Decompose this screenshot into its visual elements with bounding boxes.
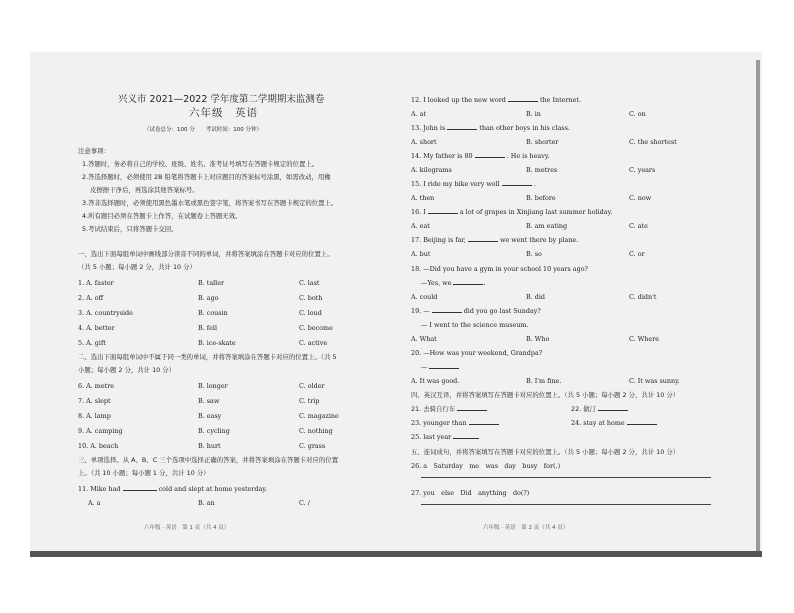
question-text: did you go last Sunday? — [463, 307, 541, 315]
note-item: 皮擦擦干净后，再选涂其他答案标号。 — [90, 186, 199, 194]
note-item: 2.答选择题时，必须使用 2B 铅笔将答题卡上对应题目的答案标号涂黑，如需改动，用橡 — [82, 173, 331, 181]
answer-blank — [468, 241, 498, 242]
question-17 — [411, 236, 578, 244]
option-a: 4. A. better — [78, 324, 115, 332]
option-c: C. active — [299, 339, 328, 347]
answer-blank — [508, 101, 538, 102]
option-c: C. grass — [299, 442, 326, 450]
option-a: 10. A. beach — [78, 442, 119, 450]
sentence-item-26: 26. a Saturday me was day busy for(.) — [411, 462, 561, 470]
question-16 — [411, 208, 612, 216]
option-a: 7. A. slept — [78, 397, 111, 405]
note-item: 3.答非选择题时，必须使用黑色墨水笔或黑色签字笔，将答案书写在答题卡规定的位置上。 — [82, 199, 338, 207]
option-a: A. could — [411, 293, 438, 301]
question-text: cold and slept at home yesterday. — [158, 485, 268, 493]
exam-title: 兴义市 2021—2022 学年度第二学期期末监测卷 — [118, 94, 325, 105]
question-text: a lot of grapes in Xinjiang last summer holiday. — [459, 208, 613, 216]
option-b: B. hurt — [198, 442, 221, 450]
answer-blank — [457, 410, 487, 411]
option-a: A. a — [88, 499, 101, 507]
option-a: 1. A. faster — [78, 279, 114, 287]
option-c: C. both — [299, 294, 323, 302]
option-c: C. the shortest — [629, 138, 677, 146]
option-c: C. ate — [629, 222, 648, 230]
option-a: 2. A. off — [78, 294, 104, 302]
answer-blank — [453, 438, 479, 439]
translate-item-25 — [411, 433, 479, 441]
item-text: 25. last year — [411, 433, 452, 441]
option-b: B. an — [198, 499, 215, 507]
option-a: A. but — [411, 250, 431, 258]
item-text: 22. 做汀 — [571, 405, 596, 413]
option-b: B. so — [526, 250, 542, 258]
option-c: C. become — [299, 324, 333, 332]
option-c: C. last — [299, 279, 320, 287]
question-text: 17. Beijing is far, — [411, 236, 466, 244]
question-18-reply: —Yes, we . — [421, 279, 486, 287]
option-c: C. or — [629, 250, 645, 258]
answer-blank — [123, 490, 157, 491]
option-b: B. in — [526, 110, 541, 118]
note-item: 5.考试结束后，只将答题卡交回。 — [82, 225, 178, 233]
option-c: C. on — [629, 110, 646, 118]
option-a: A. What — [411, 335, 437, 343]
sentence-item-27: 27. you else Did anything do(?) — [411, 489, 530, 497]
answer-blank — [469, 424, 499, 425]
option-b: B. longer — [198, 382, 228, 390]
page-footer: 六年级 · 英语 第 1 页（共 4 页） — [144, 525, 230, 531]
option-b: B. I'm fine. — [526, 377, 562, 385]
exam-subtitle: 六年级 英语 — [189, 107, 258, 119]
question-text: 11. Mike had — [78, 485, 121, 493]
option-a: A. kilograms — [411, 166, 452, 174]
question-text: 12. I looked up the new word — [411, 96, 506, 104]
option-b: B. did — [526, 293, 545, 301]
answer-blank — [447, 129, 477, 130]
option-a: 5. A. gift — [78, 339, 106, 347]
scan-bottom-edge — [30, 551, 762, 557]
option-b: B. am eating — [526, 222, 568, 230]
scan-edge-shadow — [756, 60, 760, 555]
translate-item-23 — [411, 419, 499, 427]
option-b: B. saw — [198, 397, 220, 405]
option-a: 3. A. countryside — [78, 309, 133, 317]
question-text: 15. I ride my bike very well — [411, 180, 500, 188]
answer-blank — [598, 410, 628, 411]
option-b: B. metres — [526, 166, 558, 174]
section2-heading: 二、选出下面每组单词中不属于同一类的单词，并将答案填涂在答题卡对应的位置上。（共 5 — [78, 353, 337, 361]
option-b: B. cycling — [198, 427, 230, 435]
answer-blank — [453, 284, 483, 285]
question-text: than other boys in his class. — [479, 124, 570, 132]
section3-heading: 三、单项选择。从 A、B、C 三个选项中选择正确的答案，并将答案填涂在答题卡对应的位置 — [78, 456, 339, 464]
option-b: B. ice-skate — [198, 339, 236, 347]
question-text: 13. John is — [411, 124, 446, 132]
option-a: 8. A. lamp — [78, 412, 111, 420]
translate-item-21 — [411, 405, 487, 413]
option-b: B. shorter — [526, 138, 559, 146]
option-c: C. now — [629, 194, 652, 202]
option-b: B. before — [526, 194, 556, 202]
option-a: A. at — [411, 110, 427, 118]
item-text: 23. younger than — [411, 419, 467, 427]
option-c: C. nothing — [299, 427, 333, 435]
question-text: . He is heavy. — [506, 152, 550, 160]
option-c: C. magazine — [299, 412, 339, 420]
option-a: A. short — [411, 138, 437, 146]
question-text: . — [533, 180, 536, 188]
question-text: — — [421, 363, 428, 371]
question-15 — [411, 180, 536, 188]
option-a: 6. A. metre — [78, 382, 115, 390]
section1-heading-cont: （共 5 小题；每小题 2 分，共计 10 分） — [78, 263, 196, 271]
option-a: A. eat — [411, 222, 430, 230]
question-20: 20. —How was your weekend, Grandpa? — [411, 349, 543, 357]
question-19 — [411, 307, 541, 315]
answer-blank — [475, 157, 505, 158]
question-11 — [78, 485, 267, 493]
answer-line — [421, 477, 711, 478]
question-text: 16. I — [411, 208, 426, 216]
question-text: the Internet. — [539, 96, 582, 104]
option-a: A. It was good. — [411, 377, 460, 385]
option-b: B. taller — [198, 279, 225, 287]
page-footer: 六年级 · 英语 第 2 页（共 4 页） — [483, 525, 569, 531]
question-20-reply — [421, 363, 459, 371]
translate-item-22 — [571, 405, 628, 413]
option-b: B. Who — [526, 335, 550, 343]
scanned-paper — [30, 52, 762, 557]
option-c: C. Where — [629, 335, 660, 343]
answer-blank — [627, 424, 657, 425]
item-text: 21. 去骑自行车 — [411, 405, 456, 413]
question-text: 19. — — [411, 307, 430, 315]
answer-blank — [429, 368, 459, 369]
question-text: 14. My father is 80 — [411, 152, 473, 160]
answer-blank — [428, 213, 458, 214]
question-12 — [411, 96, 581, 104]
score-info: （试卷总分：100 分 考试时间：100 分钟） — [144, 127, 262, 133]
notes-title: 注意事项： — [78, 147, 110, 155]
option-b: B. cousin — [198, 309, 228, 317]
section4-heading: 四、英汉互译，并将答案填写在答题卡对应的位置上。（共 5 小题；每小题 2 分，共计 10 分） — [411, 391, 680, 399]
option-c: C. older — [299, 382, 325, 390]
question-13 — [411, 124, 570, 132]
note-item: 4.所有题目必须在答题卡上作答，在试题卷上答题无效。 — [82, 212, 242, 220]
section2-heading-cont: 小题；每小题 2 分，共计 10 分） — [78, 366, 176, 374]
section3-heading-cont: 上。（共 10 小题；每小题 1 分，共计 10 分） — [78, 469, 210, 477]
question-18: 18. —Did you have a gym in your school 10 years ago? — [411, 265, 588, 273]
item-text: 24. stay at home — [571, 419, 625, 427]
question-text: we went there by plane. — [500, 236, 579, 244]
option-b: B. ago — [198, 294, 219, 302]
answer-blank — [432, 312, 462, 313]
question-19-reply: — I went to the science museum. — [421, 321, 529, 329]
question-text: —Yes, we — [421, 279, 452, 287]
section5-heading: 五、连词成句，并将答案填写在答题卡对应的位置上。（共 5 小题；每小题 2 分，共计 10 分） — [411, 448, 680, 456]
translate-item-24 — [571, 419, 657, 427]
option-c: C. years — [629, 166, 656, 174]
answer-blank — [502, 185, 532, 186]
option-c: C. trip — [299, 397, 320, 405]
option-c: C. / — [299, 499, 310, 507]
option-c: C. didn't — [629, 293, 657, 301]
note-item: 1.答题时，务必将自己的学校、班级、姓名、准考证号填写在答题卡规定的位置上。 — [82, 160, 319, 168]
option-a: A. then — [411, 194, 435, 202]
option-a: 9. A. camping — [78, 427, 123, 435]
question-14 — [411, 152, 550, 160]
option-b: B. easy — [198, 412, 222, 420]
option-c: C. It was sunny. — [629, 377, 680, 385]
option-b: B. fell — [198, 324, 217, 332]
answer-line — [421, 504, 711, 505]
section1-heading: 一、选出下面每组单词中画线部分读音不同的单词，并将答案填涂在答题卡对应的位置上。 — [78, 250, 334, 258]
option-c: C. loud — [299, 309, 322, 317]
